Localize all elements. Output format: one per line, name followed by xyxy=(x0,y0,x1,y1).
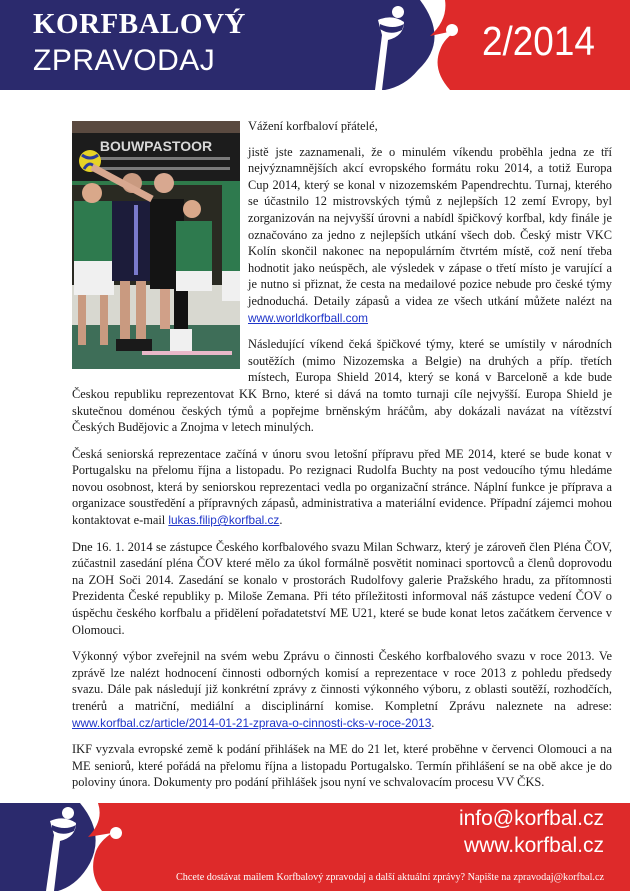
paragraph-end: . xyxy=(279,513,283,528)
paragraph-text: jistě jste zaznamenali, že o minulém víkendu proběhla jedna ze tří nejvýznamnějších akcí evropského formátu roku 2014, a totiž Europa Cup 2014, který se konal v nizozemském Papendrechtu. Turnaj, kterého se účastnilo 12 mistrovských týmů z nejlepších 12 zemí Evropy, byl zorganizován na nejvyšší úrovni a nabídl špičkový korfbal, kdy finále je označováno za jedno z nejlepších utkání všech dob. Český mistr VKC Kolín skončil nakonec na nepopulárním čtvrtém místě, což není třeba hodnotit jako neúspěch, ale výsledek v zápase o třetí místo je varující a je nutno si přiznat, že cesta na medailové pozice nebude pro české týmy jednoduchá. Detaily zápasů a videa ze všech utkání můžete nalézt na xyxy=(248,144,612,308)
photo-spacer xyxy=(72,118,248,375)
paragraph-text: Výkonný výbor zveřejnil na svém webu Zprávu o činnosti Českého korfbalového svazu v roce 2013. Ve zprávě lze nalézt hodnocení činnosti odborných komisí a reprezentace v roce 2013 z pohledu předsedy svazu. Dále pak následují již konkrétní zprávy z činnosti výkonného výboru, z oblasti soutěží, rozhodčích, trenérů a matriční, mediální a disciplinární komise. Kompletní Zprávu naleznete na adrese: xyxy=(72,649,612,713)
paragraph-end: . xyxy=(431,715,435,730)
newsletter-header xyxy=(0,0,630,90)
newsletter-title-line1: KORFBALOVÝ xyxy=(33,8,246,40)
footer-email-link[interactable]: info@korfbal.cz xyxy=(458,807,604,830)
paragraph-europa-shield: Následující víkend čeká špičkové týmy, které se umístily v národních soutěžích (mimo Nizozemska a Belgie) na druhých a příp. třetích místech, Europa Shield 2014, který se koná v Barceloně a kde bude Českou republiku reprezentovat KK Brno, které si dává na tomto turnaji cíle nejvyšší. Europa Shield je skutečnou doménou českých týmů a popřejme brněnským hráčům, aby dokázali navázat na vítězství Českých Budějovic a Znojma v letech minulých. xyxy=(72,337,612,435)
newsletter-footer xyxy=(0,803,630,891)
footer-subscribe-note: Chcete dostávat mailem Korfbalový zpravodaj a další aktuální zprávy? Napište na zpravodaj@korfbal.cz xyxy=(175,872,604,883)
footer-website-link[interactable]: www.korfbal.cz xyxy=(463,834,604,857)
email-lukas-filip-link[interactable]: lukas.filip@korfbal.cz xyxy=(168,513,280,528)
banner-text: BOUWPASTOOR xyxy=(99,138,213,154)
paragraph-senior-team xyxy=(72,446,612,529)
worldkorfball-link[interactable]: www.worldkorfball.com xyxy=(248,310,368,325)
paragraph-annual-report xyxy=(72,648,612,731)
paragraph-ikf-applications: IKF vyzvala evropské země k podání přihlášek na ME do 21 let, které proběhne v červenci Olomouci a na ME seniorů, které pořádá na přelomu října a listopadu Portugalsko. Termín přihlášení se na obě akce je do poloviny února. Dokumenty pro podání přihlášek jsou nyní ve schvalovacím procesu VV ČKS. xyxy=(72,742,612,790)
annual-report-link[interactable]: www.korfbal.cz/article/2014-01-21-zprava-o-cinnosti-cks-v-roce-2013 xyxy=(72,715,432,730)
newsletter-title-line2: ZPRAVODAJ xyxy=(33,44,216,77)
paragraph-text: Česká seniorská reprezentace začíná v únoru svou letošní přípravu před ME 2014, které se bude konat v Portugalsku na přelomu října a listopadu. Po rezignaci Rudolfa Buchty na post vedoucího týmu hledáme novou osobnost, která by seniorskou reprezentaci vedla po organizační stránce. Náplní funkce je příprava a organizace soustředění a přípravných zápasů, administrativa a materiální evidence. Případní zájemci mohou kontaktovat e-mail xyxy=(72,446,612,528)
greeting: Vážení korfbaloví přátelé, xyxy=(248,119,378,133)
issue-number: 2/2014 xyxy=(482,18,595,64)
paragraph-cov-meeting: Dne 16. 1. 2014 se zástupce Českého korfbalového svazu Milan Schwarz, který je zároveň člen Pléna ČOV, zúčastnil zasedání pléna ČOV které mělo za úkol formálně posvětit nominaci sportovců a členů doprovodu na ZOH Soči 2014. Zasedání se konalo v prostorách Rudolfovy galerie Pražského hradu, za přítomnosti Prezidenta České republiky p. Miloše Zemana. Při této příležitosti informoval náš zástupce vedení ČOV o úspěchu českého korfbalu a přidělení pořadatetství ME U21, které se bude konat letos začátkem července v Olomouci. xyxy=(72,539,612,637)
article-body xyxy=(72,118,612,801)
